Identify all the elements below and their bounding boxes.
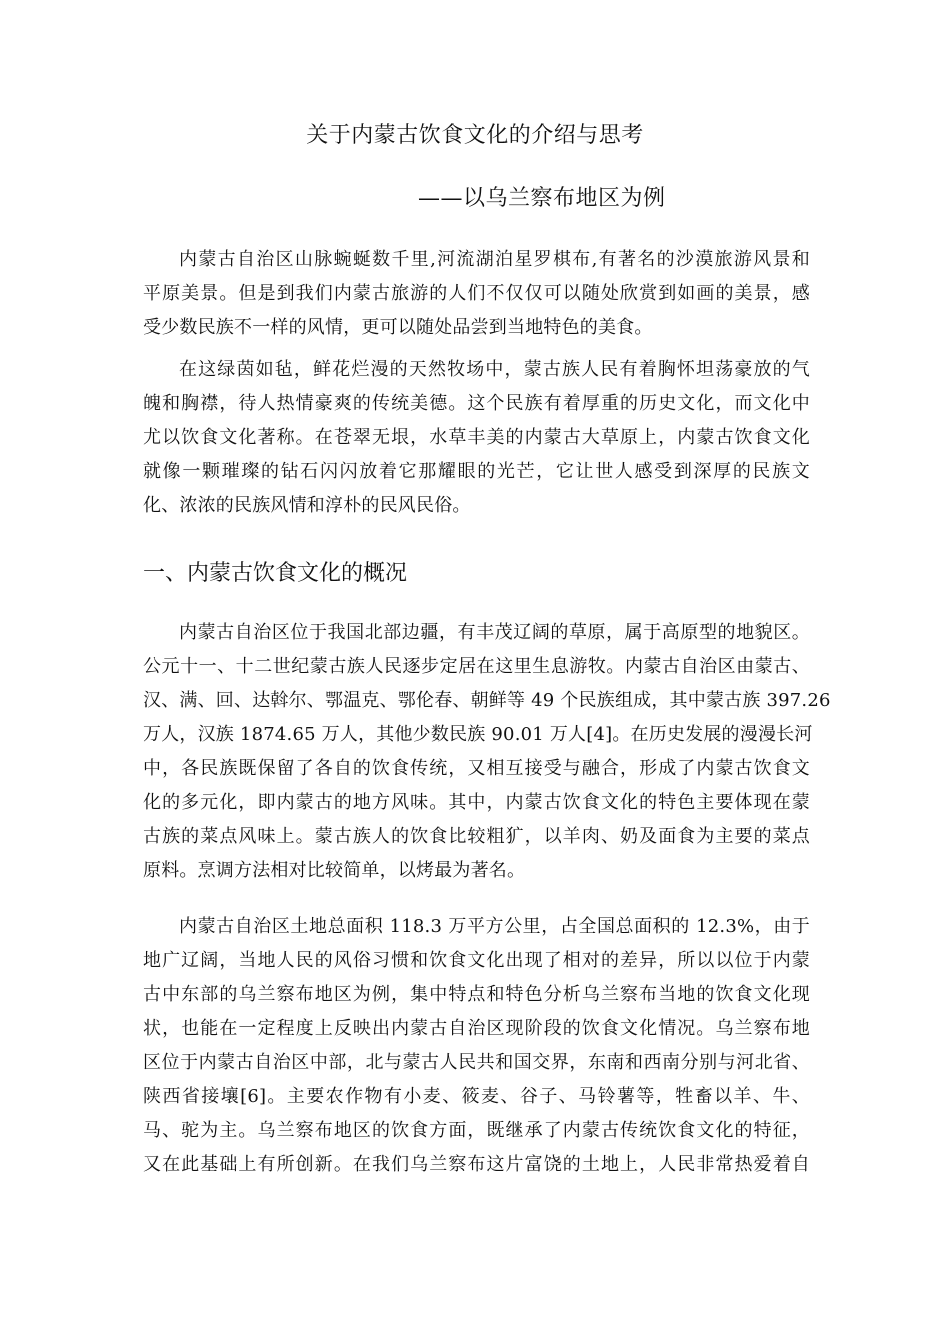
document-title: 关于内蒙古饮食文化的介绍与思考 [306,123,644,148]
text-line: 状，也能在一定程度上反映出内蒙古自治区现阶段的饮食文化情况。乌兰察布地 [143,1018,810,1039]
text-line: 原料。烹调方法相对比较简单，以烤最为著名。 [143,860,526,881]
text-line: 化、浓浓的民族风情和淳朴的民风民俗。 [143,495,471,516]
text-line: 内蒙古自治区位于我国北部边疆，有丰茂辽阔的草原，属于高原型的地貌区。 [179,622,810,643]
text-line: 在这绿茵如毡，鲜花烂漫的天然牧场中，蒙古族人民有着胸怀坦荡豪放的气 [179,359,810,380]
text-line: 古族的菜点风味上。蒙古族人的饮食比较粗犷，以羊肉、奶及面食为主要的菜点 [143,826,810,847]
text-line: 尤以饮食文化著称。在苍翠无垠，水草丰美的内蒙古大草原上，内蒙古饮食文化 [143,427,810,448]
text-line: 陕西省接壤[6]。主要农作物有小麦、筱麦、谷子、马铃薯等，牲畜以羊、牛、 [143,1086,810,1107]
section-heading: 一、内蒙古饮食文化的概况 [143,561,408,586]
text-line: 马、驼为主。乌兰察布地区的饮食方面，既继承了内蒙古传统饮食文化的特征， [143,1120,810,1141]
section-paragraph-1 [143,616,831,888]
text-line: 区位于内蒙古自治区中部，北与蒙古人民共和国交界，东南和西南分别与河北省、 [143,1052,810,1073]
text-line: 魄和胸襟，待人热情豪爽的传统美德。这个民族有着厚重的历史文化，而文化中 [143,393,810,414]
text-line: 内蒙古自治区山脉蜿蜒数千里,河流湖泊星罗棋布,有著名的沙漠旅游风景和 [179,249,810,270]
text-line: 公元十一、十二世纪蒙古族人民逐步定居在这里生息游牧。内蒙古自治区由蒙古、 [143,656,810,677]
text-line: 中，各民族既保留了各自的饮食传统，又相互接受与融合，形成了内蒙古饮食文 [143,758,810,779]
section-paragraph-2 [143,910,810,1182]
text-line: 受少数民族不一样的风情，更可以随处品尝到当地特色的美食。 [143,317,653,338]
document-subtitle: ——以乌兰察布地区为例 [418,186,666,211]
intro-paragraph-1 [143,243,810,345]
text-line: 又在此基础上有所创新。在我们乌兰察布这片富饶的土地上，人民非常热爱着自 [143,1154,810,1175]
text-line: 汉、满、回、达斡尔、鄂温克、鄂伦春、朝鲜等 49 个民族组成，其中蒙古族 397.26 [143,690,831,711]
text-line: 平原美景。但是到我们内蒙古旅游的人们不仅仅可以随处欣赏到如画的美景，感 [143,283,810,304]
text-line: 就像一颗璀璨的钻石闪闪放着它那耀眼的光芒，它让世人感受到深厚的民族文 [143,461,810,482]
text-line: 内蒙古自治区土地总面积 118.3 万平方公里，占全国总面积的 12.3%，由于 [179,916,810,937]
text-line: 万人，汉族 1874.65 万人，其他少数民族 90.01 万人[4]。在历史发展的漫漫长河 [143,724,813,745]
intro-paragraph-2 [143,353,810,523]
text-line: 古中东部的乌兰察布地区为例，集中特点和特色分析乌兰察布当地的饮食文化现 [143,984,810,1005]
text-line: 地广辽阔，当地人民的风俗习惯和饮食文化出现了相对的差异，所以以位于内蒙 [143,950,810,971]
text-line: 化的多元化，即内蒙古的地方风味。其中，内蒙古饮食文化的特色主要体现在蒙 [143,792,810,813]
